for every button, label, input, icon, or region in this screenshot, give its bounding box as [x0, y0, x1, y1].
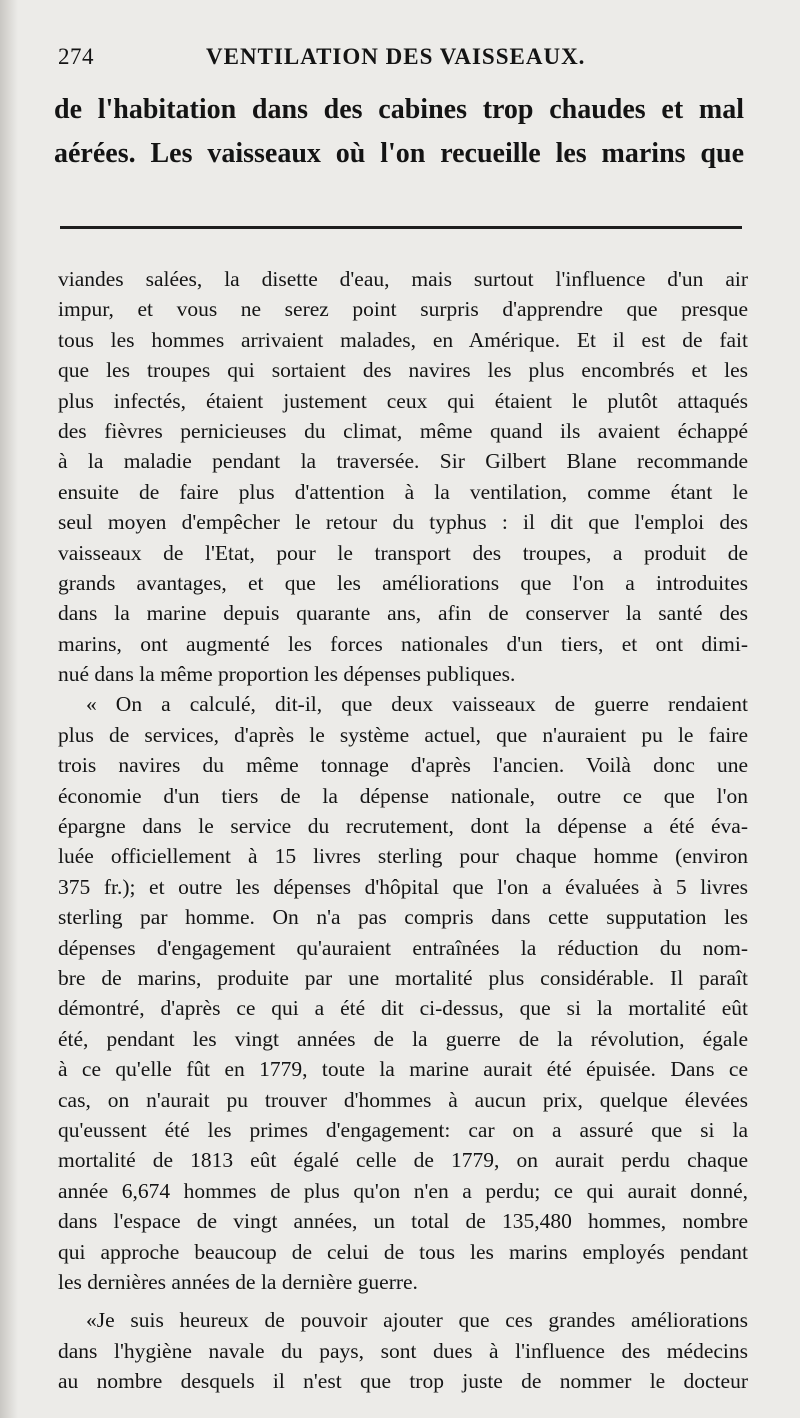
- footnote-line: tous les hommes arrivaient malades, en Amérique. Et il est de fait: [58, 327, 748, 352]
- footnote-line: mortalité de 1813 eût égalé celle de 1779, on aurait perdu chaque: [58, 1148, 748, 1173]
- page-number: 274: [58, 44, 94, 69]
- footnote-line: dans l'espace de vingt années, un total de 135,480 hommes, nombre: [58, 1209, 748, 1234]
- footnote-line: trois navires du même tonnage d'après l'ancien. Voilà donc une: [58, 753, 748, 778]
- footnote-line: dans la marine depuis quarante ans, afin de conserver la santé des: [58, 601, 748, 626]
- footnote-line: qui approche beaucoup de celui de tous les marins employés pendant: [58, 1239, 748, 1264]
- main-text-line: de l'habitation dans des cabines trop chaudes et mal: [54, 94, 744, 125]
- footnote-line: plus infectés, étaient justement ceux qui étaient le plutôt attaqués: [58, 388, 748, 413]
- footnote-line: marins, ont augmenté les forces nationales d'un tiers, et ont dimi-: [58, 631, 748, 656]
- footnote-line: cas, on n'aurait pu trouver d'hommes à aucun prix, quelque élevées: [58, 1087, 748, 1112]
- footnote-line: économie d'un tiers de la dépense nationale, outre ce que l'on: [58, 783, 748, 808]
- footnote-line: viandes salées, la disette d'eau, mais surtout l'influence d'un air: [58, 267, 748, 291]
- footnote-line: été, pendant les vingt années de la guerre de la révolution, égale: [58, 1026, 748, 1051]
- footnote-line: bre de marins, produite par une mortalité plus considérable. Il paraît: [58, 965, 748, 990]
- footnote-line: dépenses d'engagement qu'auraient entraînées la réduction du nom-: [58, 935, 748, 960]
- footnote-line: à ce qu'elle fût en 1779, toute la marine aurait été épuisée. Dans ce: [58, 1057, 748, 1082]
- footnote-line: à la maladie pendant la traversée. Sir Gilbert Blane recommande: [58, 449, 748, 474]
- footnote-line: vaisseaux de l'Etat, pour le transport des troupes, a produit de: [58, 540, 748, 565]
- footnote-line: épargne dans le service du recrutement, dont la dépense a été éva-: [58, 814, 748, 839]
- main-text: [54, 88, 744, 176]
- footnote-line: des fièvres pernicieuses du climat, même quand ils avaient échappé: [58, 418, 748, 443]
- footnote-line: nué dans la même proportion les dépenses publiques.: [58, 662, 516, 687]
- footnote-line: les dernières années de la dernière guerre.: [58, 1269, 418, 1294]
- footnote-line: plus de services, d'après le système actuel, que n'auraient pu le faire: [58, 722, 748, 747]
- page-spine-shadow: [0, 0, 18, 1418]
- footnote-divider: [60, 226, 742, 229]
- footnote-line: seul moyen d'empêcher le retour du typhus : il dit que l'emploi des: [58, 510, 748, 535]
- footnote-line: sterling par homme. On n'a pas compris dans cette supputation les: [58, 905, 748, 930]
- footnote-line: impur, et vous ne serez point surpris d'apprendre que presque: [58, 297, 748, 322]
- footnote-line: année 6,674 hommes de plus qu'on n'en a perdu; ce qui aurait donné,: [58, 1178, 748, 1203]
- running-head: [58, 44, 748, 78]
- footnote-line: « On a calculé, dit-il, que deux vaisseaux de guerre rendaient: [86, 692, 748, 717]
- running-title: VENTILATION DES VAISSEAUX.: [206, 44, 586, 69]
- footnote-line: que les troupes qui sortaient des navires les plus encombrés et les: [58, 358, 748, 383]
- footnote-block: [58, 264, 748, 1396]
- footnote-line: ensuite de faire plus d'attention à la ventilation, comme étant le: [58, 479, 748, 504]
- footnote-line: démontré, d'après ce qui a été dit ci-dessus, que si la mortalité eût: [58, 996, 748, 1021]
- footnote-line: 375 fr.); et outre les dépenses d'hôpital que l'on a évaluées à 5 livres: [58, 874, 748, 899]
- footnote-line: au nombre desquels il n'est que trop juste de nommer le docteur: [58, 1369, 748, 1394]
- footnote-line: «Je suis heureux de pouvoir ajouter que ces grandes améliorations: [86, 1308, 748, 1333]
- footnote-line: luée officiellement à 15 livres sterling pour chaque homme (environ: [58, 844, 748, 869]
- footnote-line: dans l'hygiène navale du pays, sont dues à l'influence des médecins: [58, 1338, 748, 1363]
- footnote-line: grands avantages, et que les améliorations que l'on a introduites: [58, 570, 748, 595]
- footnote-line: qu'eussent été les primes d'engagement: car on a assuré que si la: [58, 1117, 748, 1142]
- main-text-line: aérées. Les vaisseaux où l'on recueille les marins que: [54, 138, 744, 169]
